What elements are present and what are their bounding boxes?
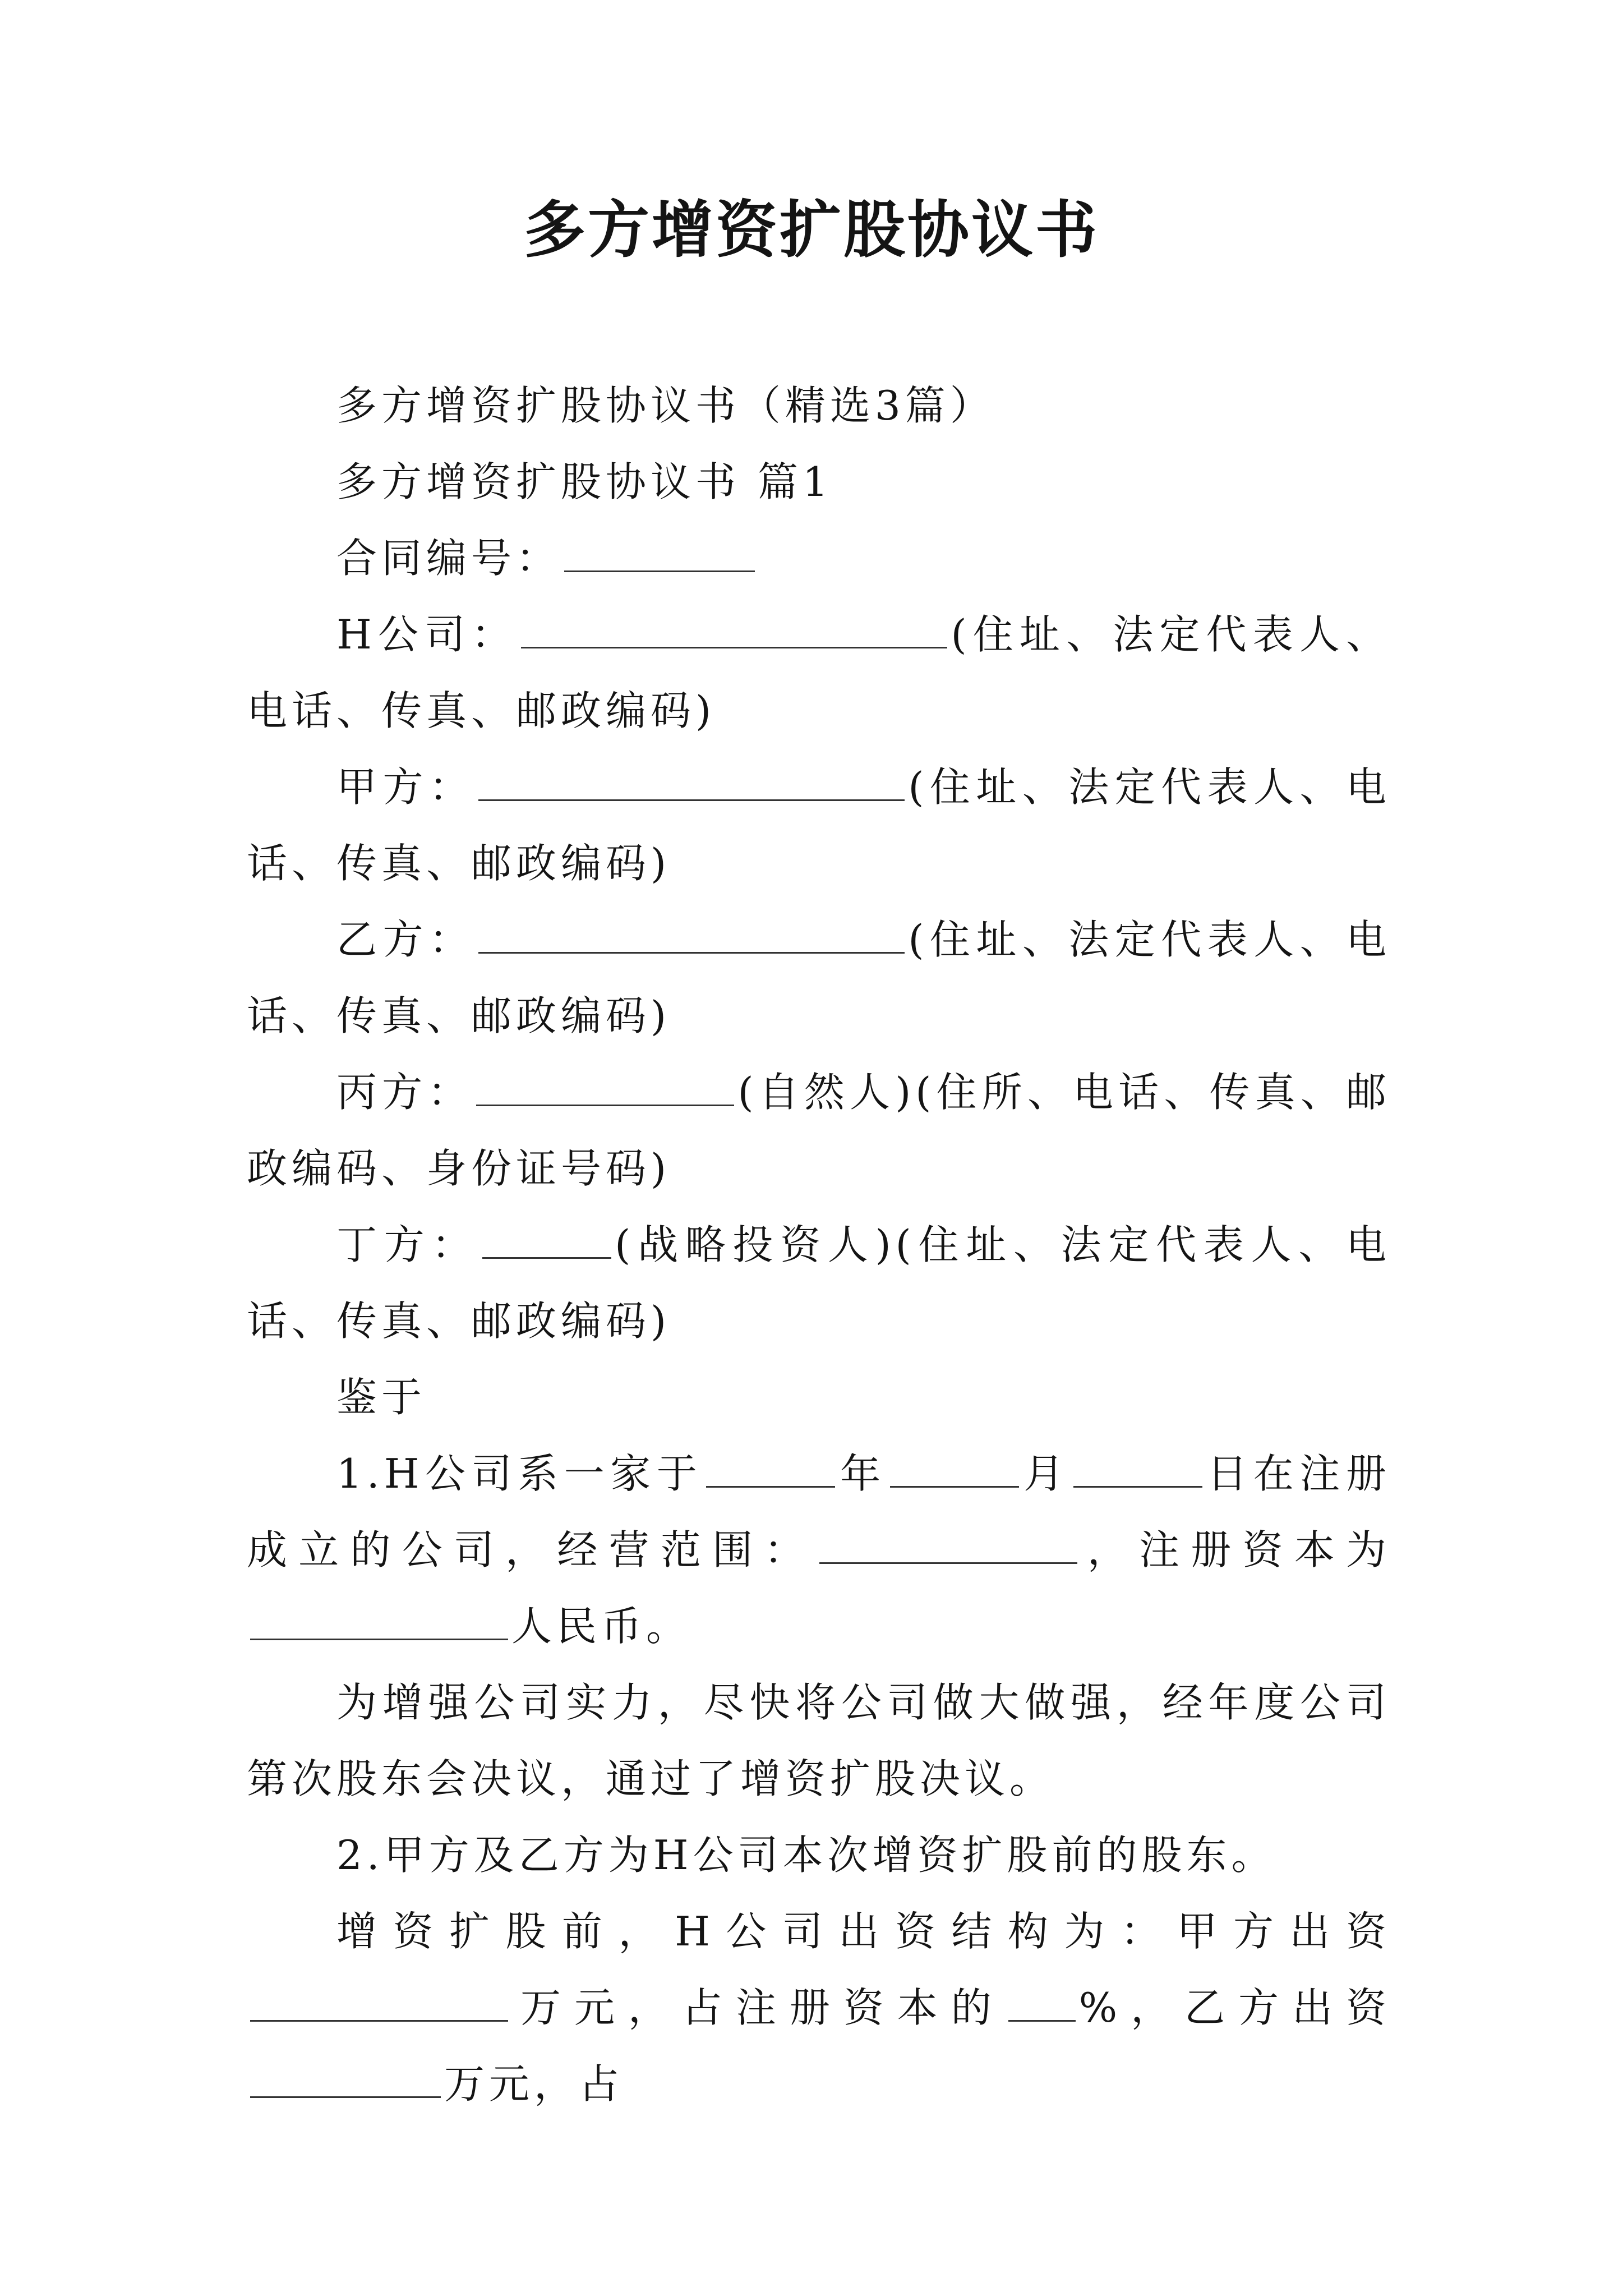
contract-number-label: 合同编号：	[336, 535, 561, 582]
party-c-blank	[476, 1069, 734, 1106]
capital-structure-paragraph	[247, 1893, 1391, 2122]
clause-1-year: 年	[838, 1450, 887, 1497]
party-c-label: 丙方：	[336, 1069, 473, 1116]
clause-1-text-d: 人民币。	[511, 1603, 691, 1650]
party-a-line	[247, 749, 1391, 901]
structure-text-c: %，乙方出资	[1078, 1984, 1391, 2031]
day-blank	[1073, 1450, 1202, 1488]
party-d-note: (战略投资人)(住址、法定代表人、电话、传真、邮政编码)	[247, 1221, 1391, 1345]
party-a-blank	[478, 763, 905, 801]
clause-1	[247, 1435, 1391, 1664]
h-company-blank	[521, 611, 947, 648]
contract-number-blank	[564, 535, 755, 572]
h-company-line	[247, 596, 1391, 749]
structure-text-a: 增资扩股前，H公司出资结构为：甲方出资	[336, 1908, 1391, 1955]
party-d-label: 丁方：	[336, 1221, 479, 1268]
strengthen-paragraph: 为增强公司实力，尽快将公司做大做强，经年度公司第次股东会决议，通过了增资扩股决议。	[247, 1679, 1391, 1802]
year-blank	[706, 1450, 835, 1488]
clause-1-text-b: 日在注册成立的公司，经营范围：	[247, 1450, 1391, 1573]
clause-1-text-c: ，注册资本为	[1080, 1526, 1391, 1573]
contract-number-line	[247, 520, 1391, 596]
party-d-blank	[482, 1221, 611, 1259]
structure-text-b: 万元，占注册资本的	[511, 1984, 1005, 2031]
document-body	[247, 367, 1391, 2122]
structure-text-d: 万元，占	[444, 2060, 624, 2108]
party-a-label: 甲方：	[336, 763, 476, 811]
party-a-contribution-blank	[250, 1984, 508, 2022]
clause-2: 2.甲方及乙方为H公司本次增资扩股前的股东。	[336, 1832, 1276, 1879]
month-blank	[890, 1450, 1019, 1488]
party-b-blank	[478, 916, 905, 954]
registered-capital-blank	[250, 1603, 508, 1640]
document-title: 多方增资扩股协议书	[524, 194, 1099, 266]
party-b-line	[247, 901, 1391, 1054]
h-company-label: H公司：	[336, 611, 518, 658]
business-scope-blank	[819, 1526, 1077, 1564]
clause-1-text-a: 1.H公司系一家于	[336, 1450, 703, 1497]
party-b-label: 乙方：	[336, 916, 476, 963]
h-company-note: (住址、法定代表人、电话、传真、邮政编码)	[247, 611, 1391, 734]
party-a-percent-blank	[1008, 1984, 1076, 2022]
party-d-line	[247, 1207, 1391, 1359]
clause-1-month: 月	[1022, 1450, 1070, 1497]
party-b-note: (住址、法定代表人、电话、传真、邮政编码)	[247, 916, 1391, 1039]
party-c-note: (自然人)(住所、电话、传真、邮政编码、身份证号码)	[247, 1069, 1391, 1192]
article-heading: 多方增资扩股协议书 篇1	[336, 458, 833, 505]
party-a-note: (住址、法定代表人、电话、传真、邮政编码)	[247, 763, 1391, 887]
party-b-contribution-blank	[250, 2060, 441, 2098]
subtitle: 多方增资扩股协议书（精选3篇）	[336, 382, 995, 429]
whereas-heading: 鉴于	[336, 1374, 427, 1421]
party-c-line	[247, 1054, 1391, 1207]
